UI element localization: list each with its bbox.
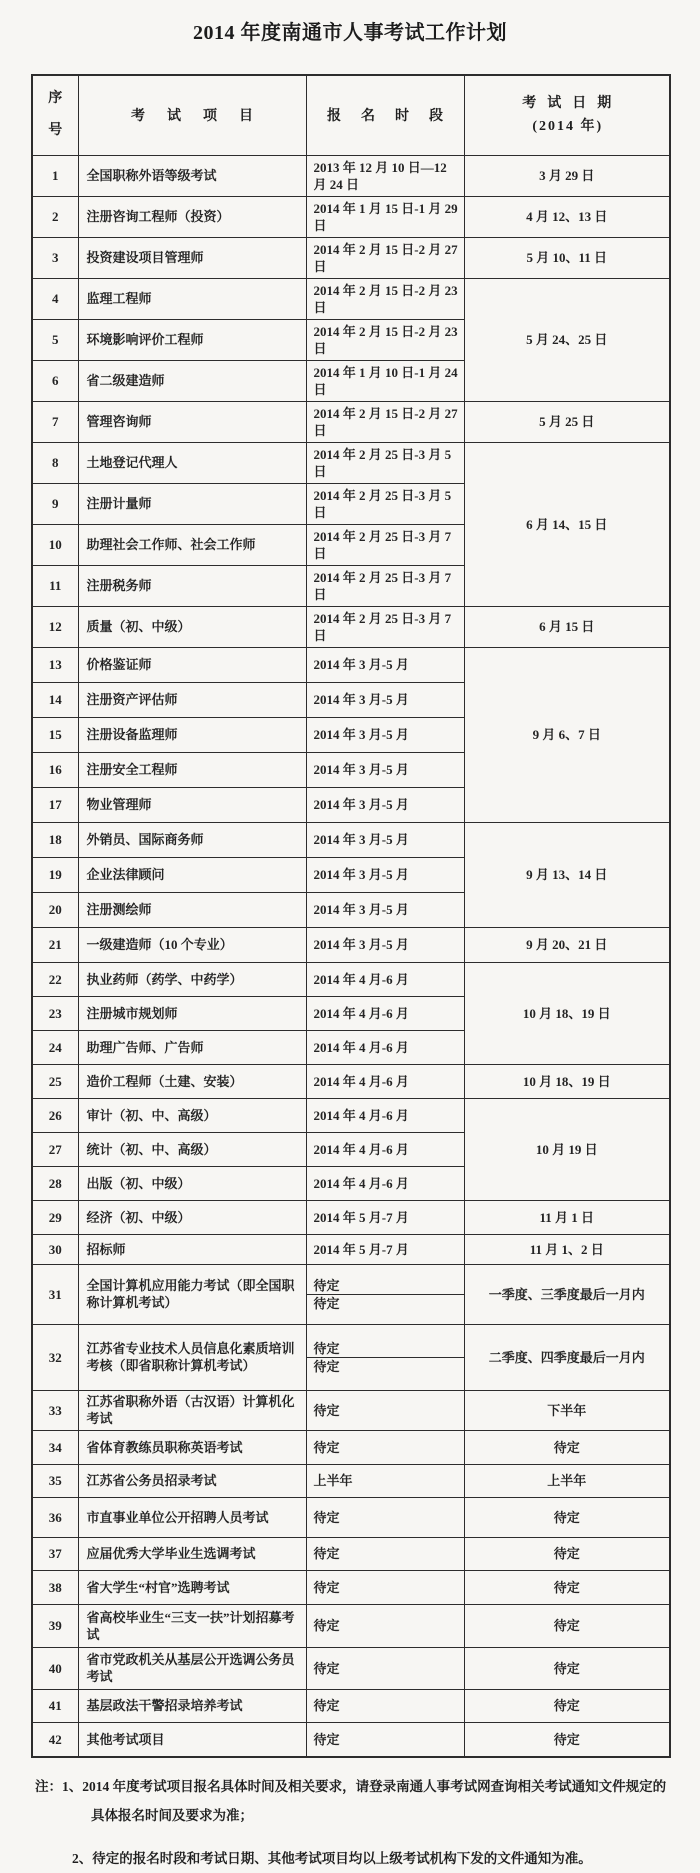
row-number-cell: 14: [32, 682, 78, 717]
row-number-cell: 23: [32, 996, 78, 1030]
exam-project-cell: 其他考试项目: [78, 1722, 306, 1757]
registration-period-cell: 2014 年 2 月 25 日-3 月 7 日: [306, 565, 464, 606]
table-row: [32, 1604, 670, 1647]
exam-date-cell: 5 月 25 日: [464, 401, 670, 442]
exam-date-cell: 11 月 1、2 日: [464, 1234, 670, 1264]
exam-project-cell: 执业药师（药学、中药学）: [78, 962, 306, 996]
exam-date-cell: 5 月 24、25 日: [464, 278, 670, 401]
header-exam-project-label: 考试项目: [131, 109, 275, 125]
exam-project-cell: 应届优秀大学毕业生选调考试: [78, 1537, 306, 1570]
registration-period-cell: 2014 年 3 月-5 月: [306, 892, 464, 927]
registration-period-cell: 待定: [306, 1689, 464, 1722]
table-row: [32, 1689, 670, 1722]
table-row: [32, 278, 670, 319]
header-registration-period: [306, 75, 464, 155]
table-row: [32, 401, 670, 442]
exam-project-cell: 注册安全工程师: [78, 752, 306, 787]
registration-period-cell: 待定: [306, 1390, 464, 1430]
registration-period-cell: 2014 年 3 月-5 月: [306, 927, 464, 962]
table-row: [32, 1234, 670, 1264]
row-number-cell: 42: [32, 1722, 78, 1757]
row-number-cell: 35: [32, 1464, 78, 1497]
row-number-cell: 36: [32, 1497, 78, 1537]
registration-period-cell: [306, 1324, 464, 1390]
registration-period-cell: 待定: [306, 1570, 464, 1604]
exam-date-cell: 待定: [464, 1430, 670, 1464]
note-2-text: 待定的报名时段和考试日期、其他考试项目均以上级考试机构下发的文件通知为准。: [92, 1850, 592, 1866]
registration-period-cell: 待定: [306, 1604, 464, 1647]
row-number-cell: 32: [32, 1324, 78, 1390]
registration-period-cell: 2014 年 1 月 10 日-1 月 24 日: [306, 360, 464, 401]
exam-project-cell: 审计（初、中、高级）: [78, 1098, 306, 1132]
registration-sub-cell: 待定: [313, 1277, 340, 1293]
table-row: [32, 1537, 670, 1570]
exam-project-cell: 监理工程师: [78, 278, 306, 319]
exam-project-cell: 价格鉴证师: [78, 647, 306, 682]
exam-project-cell: 全国计算机应用能力考试（即全国职称计算机考试）: [78, 1264, 306, 1324]
registration-period-cell: 2014 年 3 月-5 月: [306, 857, 464, 892]
exam-project-cell: 外销员、国际商务师: [78, 822, 306, 857]
row-number-cell: 8: [32, 442, 78, 483]
exam-date-cell: 待定: [464, 1689, 670, 1722]
registration-sub-cell: 待定: [307, 1357, 464, 1375]
registration-period-cell: 2014 年 4 月-6 月: [306, 996, 464, 1030]
header-serial-line2: 号: [48, 123, 63, 139]
registration-period-cell: 2014 年 2 月 15 日-2 月 27 日: [306, 237, 464, 278]
table-row: [32, 1497, 670, 1537]
table-row: [32, 442, 670, 483]
row-number-cell: 7: [32, 401, 78, 442]
row-number-cell: 18: [32, 822, 78, 857]
note-1-label: 1、: [62, 1779, 83, 1794]
exam-project-cell: 助理社会工作师、社会工作师: [78, 524, 306, 565]
exam-date-cell: 10 月 18、19 日: [464, 962, 670, 1064]
header-exam-date: [464, 75, 670, 155]
exam-date-cell: 3 月 29 日: [464, 155, 670, 196]
exam-project-cell: 造价工程师（土建、安装）: [78, 1064, 306, 1098]
note-item-1: [35, 1772, 677, 1830]
registration-period-cell: 2014 年 2 月 15 日-2 月 23 日: [306, 319, 464, 360]
row-number-cell: 38: [32, 1570, 78, 1604]
exam-date-cell: 10 月 18、19 日: [464, 1064, 670, 1098]
table-row: [32, 647, 670, 682]
exam-date-cell: 一季度、三季度最后一月内: [464, 1264, 670, 1324]
exam-project-cell: 省市党政机关从基层公开选调公务员考试: [78, 1647, 306, 1689]
registration-period-cell: 2014 年 4 月-6 月: [306, 962, 464, 996]
note-1-text: 2014 年度考试项目报名具体时间及相关要求，请登录南通人事考试网查询相关考试通知文件规定的具体报名时间及要求为准；: [82, 1779, 667, 1823]
exam-date-cell: 6 月 15 日: [464, 606, 670, 647]
table-row: [32, 1390, 670, 1430]
row-number-cell: 40: [32, 1647, 78, 1689]
table-row: [32, 237, 670, 278]
exam-project-cell: 省高校毕业生“三支一扶”计划招募考试: [78, 1604, 306, 1647]
table-row: [32, 1464, 670, 1497]
exam-project-cell: 注册设备监理师: [78, 717, 306, 752]
table-row: [32, 1722, 670, 1757]
registration-period-cell: 2014 年 4 月-6 月: [306, 1132, 464, 1166]
exam-project-cell: 基层政法干警招录培养考试: [78, 1689, 306, 1722]
exam-project-cell: 企业法律顾问: [78, 857, 306, 892]
table-row: [32, 1324, 670, 1390]
registration-period-cell: 2014 年 3 月-5 月: [306, 822, 464, 857]
exam-project-cell: 注册税务师: [78, 565, 306, 606]
row-number-cell: 3: [32, 237, 78, 278]
registration-sub-cell: 待定: [307, 1294, 464, 1312]
table-row: [32, 1647, 670, 1689]
header-registration-label: 报名时段: [327, 109, 463, 125]
exam-date-cell: 待定: [464, 1647, 670, 1689]
registration-period-cell: 2014 年 2 月 25 日-3 月 7 日: [306, 606, 464, 647]
registration-period-cell: 2014 年 4 月-6 月: [306, 1166, 464, 1200]
exam-date-cell: 9 月 6、7 日: [464, 647, 670, 822]
registration-period-cell: 2014 年 3 月-5 月: [306, 787, 464, 822]
exam-date-cell: 待定: [464, 1570, 670, 1604]
registration-period-cell: 待定: [306, 1647, 464, 1689]
row-number-cell: 1: [32, 155, 78, 196]
note-2-label: 2、: [72, 1850, 93, 1866]
exam-date-cell: 下半年: [464, 1390, 670, 1430]
table-header: [32, 75, 670, 155]
table-row: [32, 927, 670, 962]
exam-project-cell: 质量（初、中级）: [78, 606, 306, 647]
row-number-cell: 17: [32, 787, 78, 822]
row-number-cell: 33: [32, 1390, 78, 1430]
registration-period-cell: 2013 年 12 月 10 日—12 月 24 日: [306, 155, 464, 196]
header-row: [32, 75, 670, 155]
row-number-cell: 19: [32, 857, 78, 892]
exam-project-cell: 省二级建造师: [78, 360, 306, 401]
table-row: [32, 155, 670, 196]
exam-date-cell: 待定: [464, 1604, 670, 1647]
table-row: [32, 1570, 670, 1604]
exam-date-cell: 待定: [464, 1537, 670, 1570]
exam-project-cell: 经济（初、中级）: [78, 1200, 306, 1234]
row-number-cell: 22: [32, 962, 78, 996]
table-row: [32, 822, 670, 857]
row-number-cell: 2: [32, 196, 78, 237]
exam-project-cell: 投资建设项目管理师: [78, 237, 306, 278]
row-number-cell: 20: [32, 892, 78, 927]
exam-project-cell: 江苏省公务员招录考试: [78, 1464, 306, 1497]
exam-project-cell: 江苏省职称外语（古汉语）计算机化考试: [78, 1390, 306, 1430]
registration-sub-cell: 待定: [313, 1340, 340, 1356]
registration-period-cell: [306, 1264, 464, 1324]
registration-period-cell: 2014 年 4 月-6 月: [306, 1030, 464, 1064]
row-number-cell: 4: [32, 278, 78, 319]
exam-date-cell: 待定: [464, 1497, 670, 1537]
exam-project-cell: 注册资产评估师: [78, 682, 306, 717]
registration-period-cell: 2014 年 3 月-5 月: [306, 682, 464, 717]
registration-period-cell: 2014 年 2 月 15 日-2 月 23 日: [306, 278, 464, 319]
registration-period-cell: 2014 年 3 月-5 月: [306, 647, 464, 682]
row-number-cell: 29: [32, 1200, 78, 1234]
registration-period-cell: 2014 年 2 月 25 日-3 月 5 日: [306, 483, 464, 524]
registration-period-cell: 待定: [306, 1430, 464, 1464]
exam-date-cell: 11 月 1 日: [464, 1200, 670, 1234]
exam-table-body: [32, 155, 670, 1757]
registration-period-cell: 2014 年 3 月-5 月: [306, 717, 464, 752]
table-row: [32, 196, 670, 237]
row-number-cell: 13: [32, 647, 78, 682]
page-title: 2014 年度南通市人事考试工作计划: [193, 22, 507, 44]
registration-period-cell: 2014 年 4 月-6 月: [306, 1064, 464, 1098]
exam-project-cell: 注册计量师: [78, 483, 306, 524]
header-exam-date-line2: (2014 年): [532, 119, 604, 135]
row-number-cell: 27: [32, 1132, 78, 1166]
row-number-cell: 34: [32, 1430, 78, 1464]
exam-project-cell: 助理广告师、广告师: [78, 1030, 306, 1064]
exam-date-cell: 6 月 14、15 日: [464, 442, 670, 606]
exam-date-cell: 10 月 19 日: [464, 1098, 670, 1200]
exam-project-cell: 管理咨询师: [78, 401, 306, 442]
table-row: [32, 1264, 670, 1324]
row-number-cell: 24: [32, 1030, 78, 1064]
registration-period-cell: 待定: [306, 1497, 464, 1537]
row-number-cell: 21: [32, 927, 78, 962]
note-item-2: [35, 1844, 677, 1873]
row-number-cell: 41: [32, 1689, 78, 1722]
header-serial-line1: 序: [48, 91, 63, 107]
exam-project-cell: 统计（初、中、高级）: [78, 1132, 306, 1166]
exam-date-cell: 5 月 10、11 日: [464, 237, 670, 278]
row-number-cell: 31: [32, 1264, 78, 1324]
row-number-cell: 37: [32, 1537, 78, 1570]
notes-section: [35, 1772, 677, 1873]
registration-period-cell: 上半年: [306, 1464, 464, 1497]
exam-project-cell: 江苏省专业技术人员信息化素质培训考核（即省职称计算机考试）: [78, 1324, 306, 1390]
table-row: [32, 1200, 670, 1234]
table-row: [32, 962, 670, 996]
registration-period-cell: 2014 年 4 月-6 月: [306, 1098, 464, 1132]
exam-date-cell: 9 月 20、21 日: [464, 927, 670, 962]
header-exam-project: [78, 75, 306, 155]
row-number-cell: 12: [32, 606, 78, 647]
header-serial-number: [32, 75, 78, 155]
table-row: [32, 606, 670, 647]
row-number-cell: 11: [32, 565, 78, 606]
exam-project-cell: 省体育教练员职称英语考试: [78, 1430, 306, 1464]
exam-project-cell: 省大学生“村官”选聘考试: [78, 1570, 306, 1604]
table-row: [32, 1064, 670, 1098]
table-row: [32, 1430, 670, 1464]
registration-period-cell: 2014 年 5 月-7 月: [306, 1200, 464, 1234]
exam-schedule-table: [31, 74, 671, 1758]
exam-date-cell: 上半年: [464, 1464, 670, 1497]
exam-date-cell: 9 月 13、14 日: [464, 822, 670, 927]
row-number-cell: 16: [32, 752, 78, 787]
row-number-cell: 10: [32, 524, 78, 565]
registration-period-cell: 2014 年 2 月 15 日-2 月 27 日: [306, 401, 464, 442]
row-number-cell: 28: [32, 1166, 78, 1200]
exam-project-cell: 环境影响评价工程师: [78, 319, 306, 360]
header-exam-date-line1: 考试日期: [522, 96, 623, 112]
table-row: [32, 1098, 670, 1132]
registration-period-cell: 2014 年 2 月 25 日-3 月 7 日: [306, 524, 464, 565]
row-number-cell: 30: [32, 1234, 78, 1264]
row-number-cell: 25: [32, 1064, 78, 1098]
note-prefix: 注：: [35, 1779, 62, 1794]
exam-project-cell: 注册城市规划师: [78, 996, 306, 1030]
row-number-cell: 5: [32, 319, 78, 360]
registration-period-cell: 待定: [306, 1537, 464, 1570]
registration-period-cell: 2014 年 3 月-5 月: [306, 752, 464, 787]
row-number-cell: 9: [32, 483, 78, 524]
exam-date-cell: 待定: [464, 1722, 670, 1757]
exam-project-cell: 全国职称外语等级考试: [78, 155, 306, 196]
row-number-cell: 15: [32, 717, 78, 752]
exam-project-cell: 注册咨询工程师（投资）: [78, 196, 306, 237]
row-number-cell: 39: [32, 1604, 78, 1647]
exam-project-cell: 招标师: [78, 1234, 306, 1264]
exam-date-cell: 二季度、四季度最后一月内: [464, 1324, 670, 1390]
exam-date-cell: 4 月 12、13 日: [464, 196, 670, 237]
exam-project-cell: 物业管理师: [78, 787, 306, 822]
registration-period-cell: 待定: [306, 1722, 464, 1757]
registration-period-cell: 2014 年 2 月 25 日-3 月 5 日: [306, 442, 464, 483]
row-number-cell: 6: [32, 360, 78, 401]
registration-period-cell: 2014 年 1 月 15 日-1 月 29 日: [306, 196, 464, 237]
registration-period-cell: 2014 年 5 月-7 月: [306, 1234, 464, 1264]
row-number-cell: 26: [32, 1098, 78, 1132]
exam-project-cell: 土地登记代理人: [78, 442, 306, 483]
exam-project-cell: 注册测绘师: [78, 892, 306, 927]
exam-project-cell: 一级建造师（10 个专业）: [78, 927, 306, 962]
exam-project-cell: 市直事业单位公开招聘人员考试: [78, 1497, 306, 1537]
exam-project-cell: 出版（初、中级）: [78, 1166, 306, 1200]
